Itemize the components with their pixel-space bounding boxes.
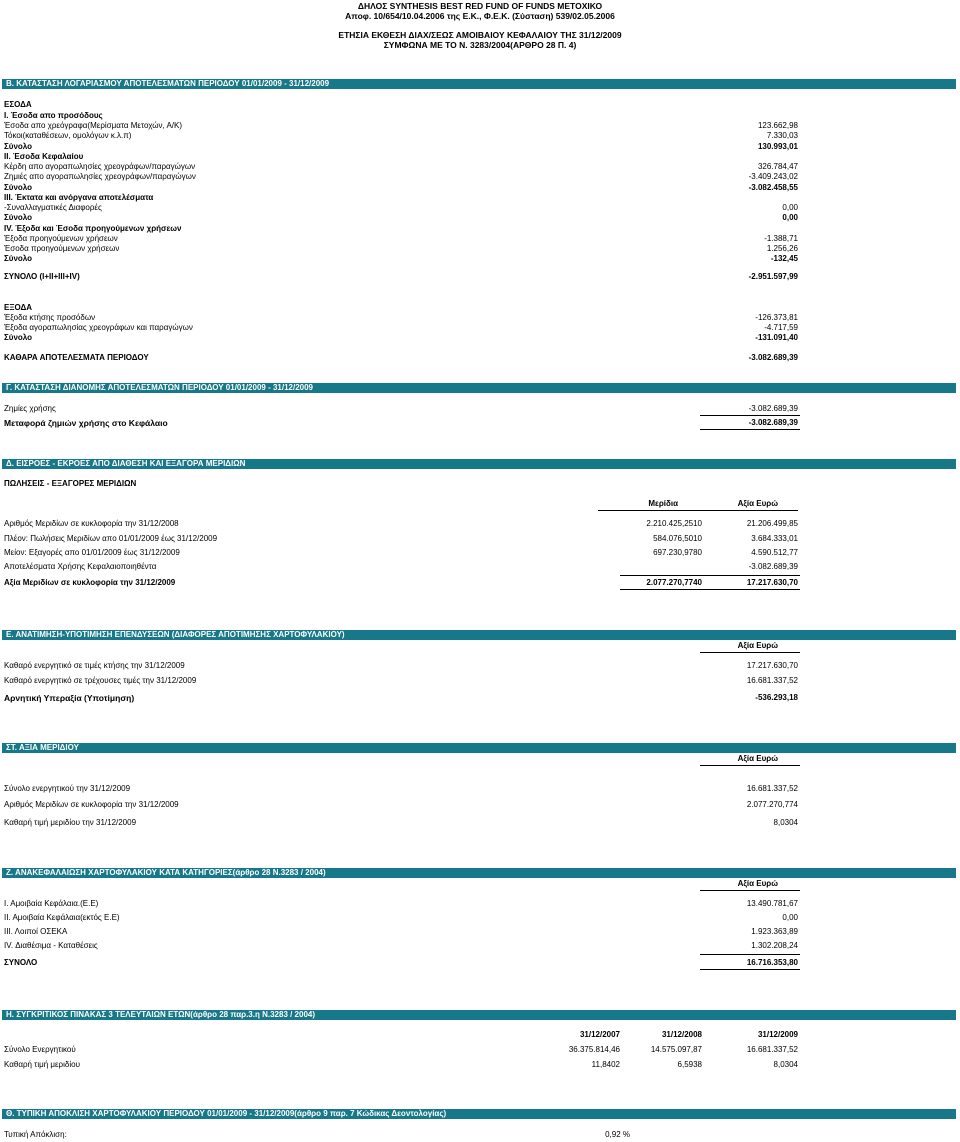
units-row1-units: 2.210.425,2510 bbox=[646, 519, 702, 528]
unitvalue-row2-label: Αριθμός Μεριδίων σε κυκλοφορία την 31/12/2009 bbox=[4, 800, 179, 809]
distribution-row1-label: Ζημίες χρήσης bbox=[4, 404, 56, 413]
units-header-rule bbox=[598, 510, 798, 511]
section-z-title: Ζ. ΑΝΑΚΕΦΑΛΑΙΩΣΗ ΧΑΡΤΟΦΥΛΑΚΙΟΥ ΚΑΤΑ ΚΑΤΗΓΟΡΙΕΣ(άρθρο 28 Ν.3283 / 2004) bbox=[6, 868, 326, 877]
distribution-row2-value: -3.082.689,39 bbox=[748, 418, 798, 427]
std-dev-label: Τυπική Απόκλιση: bbox=[4, 1130, 67, 1139]
section-st-title: ΣΤ. ΑΞΙΑ ΜΕΡΙΔΙΟΥ bbox=[6, 743, 79, 752]
doc-title-law: ΣΥΜΦΩΝΑ ΜΕ ΤΟ Ν. 3283/2004(ΑΡΘΡΟ 28 Π. 4) bbox=[383, 40, 577, 50]
section-z-bar bbox=[2, 868, 956, 878]
income-iii-heading: ΙΙΙ. Έκτατα και ανόργανα αποτελέσματα bbox=[4, 193, 154, 202]
income-ii-row2-value: -3.409.243,02 bbox=[748, 172, 798, 181]
distribution-row1-value: -3.082.689,39 bbox=[748, 404, 798, 413]
comparative-row1-label: Σύνολο Ενεργητικού bbox=[4, 1045, 76, 1054]
revaluation-row1-label: Καθαρό ενεργητικό σε τιμές κτήσης την 31/12/2009 bbox=[4, 661, 185, 670]
portfolio-row3-label: ΙΙΙ. Λοιποί ΟΣΕΚΑ bbox=[4, 927, 68, 936]
income-ii-heading: ΙΙ. Έσοδα Κεφαλαίου bbox=[4, 152, 84, 161]
expenses-row2-label: Έξοδα αγοραπωλησίας χρεογράφων και παραγώγων bbox=[4, 323, 193, 332]
unitvalue-row3-value: 8,0304 bbox=[773, 818, 798, 827]
portfolio-row3-value: 1.923.363,89 bbox=[751, 927, 798, 936]
income-ii-total-value: -3.082.458,55 bbox=[748, 183, 798, 192]
units-subtitle: ΠΩΛΗΣΕΙΣ - ΕΞΑΓΟΡΕΣ ΜΕΡΙΔΙΩΝ bbox=[4, 479, 137, 488]
units-total-label: Αξία Μεριδίων σε κυκλοφορία την 31/12/2009 bbox=[4, 578, 176, 587]
income-i-row1-value: 123.662,98 bbox=[757, 121, 798, 130]
expenses-total-label: Σύνολο bbox=[4, 333, 33, 342]
portfolio-total-value: 16.716.353,80 bbox=[746, 958, 798, 967]
income-heading: ΕΣΟΔΑ bbox=[4, 100, 32, 109]
section-st-bar bbox=[2, 743, 956, 753]
income-iv-row1-label: Έξοδα προηγούμενων χρήσεων bbox=[4, 234, 118, 243]
section-d-title: Δ. ΕΙΣΡΟΕΣ - ΕΚΡΟΕΣ ΑΠΟ ΔΙΑΘΕΣΗ ΚΑΙ ΕΞΑΓΟΡΑ ΜΕΡΙΔΙΩΝ bbox=[6, 459, 246, 468]
comparative-row2-label: Καθαρή τιμή μεριδίου bbox=[4, 1060, 80, 1069]
units-col-header: Μερίδια bbox=[648, 499, 678, 508]
portfolio-row4-value: 1.302.208,24 bbox=[751, 941, 798, 950]
revaluation-total-label: Αρνητική Υπεραξία (Υποτίμηση) bbox=[4, 693, 135, 703]
comparative-row1-2007: 36.375.814,46 bbox=[568, 1045, 620, 1054]
units-total-units: 2.077.270,7740 bbox=[646, 578, 702, 587]
comparative-row1-2009: 16.681.337,52 bbox=[746, 1045, 798, 1054]
comparative-col-2008: 31/12/2008 bbox=[661, 1030, 702, 1039]
portfolio-col-header: Αξία Ευρώ bbox=[737, 879, 778, 888]
value-col-header: Αξία Ευρώ bbox=[737, 499, 778, 508]
units-row4-label: Αποτελέσματα Χρήσης Κεφαλαιοποιηθέντα bbox=[4, 562, 157, 571]
portfolio-row2-label: ΙΙ. Αμοιβαία Κεφάλαια(εκτός Ε.Ε) bbox=[4, 913, 120, 922]
distribution-row2-label: Μεταφορά ζημιών χρήσης στο Κεφάλαιο bbox=[4, 418, 168, 428]
unitvalue-row1-value: 16.681.337,52 bbox=[746, 784, 798, 793]
revaluation-header-rule bbox=[700, 652, 800, 653]
net-results-label: ΚΑΘΑΡΑ ΑΠΟΤΕΛΕΣΜΑΤΑ ΠΕΡΙΟΔΟΥ bbox=[4, 353, 149, 362]
std-dev-value: 0,92 % bbox=[605, 1130, 630, 1139]
income-iv-total-value: -132,45 bbox=[770, 254, 798, 263]
income-iii-total-label: Σύνολο bbox=[4, 213, 33, 222]
revaluation-row1-value: 17.217.630,70 bbox=[746, 661, 798, 670]
comparative-row2-2009: 8,0304 bbox=[773, 1060, 798, 1069]
expenses-heading: ΕΞΟΔΑ bbox=[4, 303, 33, 312]
income-iv-heading: ΙV. Έξοδα και Έσοδα προηγούμενων χρήσεων bbox=[4, 224, 182, 233]
revaluation-row2-value: 16.681.337,52 bbox=[746, 676, 798, 685]
income-iv-row1-value: -1.388,71 bbox=[764, 234, 798, 243]
expenses-row2-value: -4.717,59 bbox=[764, 323, 798, 332]
section-th-title: Θ. ΤΥΠΙΚΗ ΑΠΟΚΛΙΣΗ ΧΑΡΤΟΦΥΛΑΚΙΟΥ ΠΕΡΙΟΔΟΥ 01/01/2009 - 31/12/2009(άρθρο 9 παρ. 7 Κώδικας Δεοντολογίας) bbox=[6, 1109, 447, 1118]
portfolio-row4-label: ΙV. Διαθέσιμα - Καταθέσεις bbox=[4, 941, 98, 950]
units-row3-units: 697.230,9780 bbox=[653, 548, 702, 557]
comparative-col-2007: 31/12/2007 bbox=[579, 1030, 620, 1039]
section-h-bar bbox=[2, 1010, 956, 1020]
section-d-bar bbox=[2, 459, 956, 469]
portfolio-total-rule-2 bbox=[700, 969, 800, 970]
distribution-rule bbox=[700, 415, 800, 416]
expenses-total-value: -131.091,40 bbox=[755, 333, 798, 342]
units-row2-units: 584.076,5010 bbox=[653, 534, 702, 543]
comparative-row2-2007: 11,8402 bbox=[591, 1060, 620, 1069]
doc-title-decision: Αποφ. 10/654/10.04.2006 της Ε.Κ., Φ.Ε.Κ. (Σύσταση) 539/02.05.2006 bbox=[345, 11, 615, 21]
section-e-title: Ε. ΑΝΑΤΙΜΗΣΗ-ΥΠΟΤΙΜΗΣΗ ΕΠΕΝΔΥΣΕΩΝ (ΔΙΑΦΟΡΕΣ ΑΠΟΤΙΜΗΣΗΣ ΧΑΡΤΟΦΥΛΑΚΙΟΥ) bbox=[6, 630, 345, 639]
income-i-row2-value: 7.330,03 bbox=[766, 131, 798, 140]
units-row2-label: Πλέον: Πωλήσεις Μεριδίων απο 01/01/2009 έως 31/12/2009 bbox=[4, 534, 218, 543]
distribution-rule-2 bbox=[700, 429, 800, 430]
portfolio-row1-value: 13.490.781,67 bbox=[746, 899, 798, 908]
revaluation-col-header: Αξία Ευρώ bbox=[737, 641, 778, 650]
income-grand-total-label: ΣΥΝΟΛΟ (Ι+ΙΙ+ΙΙΙ+ΙV) bbox=[4, 272, 80, 281]
units-row2-value: 3.684.333,01 bbox=[751, 534, 798, 543]
income-ii-row1-label: Κέρδη απο αγοραπωλησίες χρεογράφων/παραγώγων bbox=[4, 162, 196, 171]
revaluation-total-value: -536.293,18 bbox=[755, 693, 798, 702]
comparative-row2-2008: 6,5938 bbox=[677, 1060, 702, 1069]
unitvalue-col-header: Αξία Ευρώ bbox=[737, 754, 778, 763]
portfolio-header-rule bbox=[700, 890, 800, 891]
income-iii-total-value: 0,00 bbox=[782, 213, 798, 222]
unitvalue-row2-value: 2.077.270,774 bbox=[746, 800, 798, 809]
section-g-title: Γ. ΚΑΤΑΣΤΑΣΗ ΔΙΑΝΟΜΗΣ ΑΠΟΤΕΛΕΣΜΑΤΩΝ ΠΕΡΙΟΔΟΥ 01/01/2009 - 31/12/2009 bbox=[6, 383, 313, 392]
unitvalue-row3-label: Καθαρή τιμή μεριδίου την 31/12/2009 bbox=[4, 818, 137, 827]
net-results-value: -3.082.689,39 bbox=[748, 353, 798, 362]
units-total-value: 17.217.630,70 bbox=[746, 578, 798, 587]
section-h-title: Η. ΣΥΓΚΡΙΤΙΚΟΣ ΠΙΝΑΚΑΣ 3 ΤΕΛΕΥΤΑΙΩΝ ΕΤΩΝ(άρθρο 28 παρ.3.η Ν.3283 / 2004) bbox=[6, 1010, 316, 1019]
income-iv-row2-value: 1.256,26 bbox=[766, 244, 798, 253]
units-row4-value: -3.082.689,39 bbox=[748, 562, 798, 571]
income-ii-row2-label: Ζημιές απο αγοραπωλησίες χρεογράφων/παραγώγων bbox=[4, 172, 196, 181]
income-iii-row1-label: -Συναλλαγματικές Διαφορές bbox=[4, 203, 102, 212]
income-i-total-value: 130.993,01 bbox=[757, 142, 798, 151]
income-ii-row1-value: 326.784,47 bbox=[757, 162, 798, 171]
section-b-bar bbox=[2, 79, 956, 89]
expenses-row1-value: -126.373,81 bbox=[755, 313, 798, 322]
unitvalue-header-rule bbox=[700, 765, 800, 766]
income-iii-row1-value: 0,00 bbox=[782, 203, 798, 212]
income-iv-total-label: Σύνολο bbox=[4, 254, 33, 263]
income-grand-total-value: -2.951.597,99 bbox=[748, 272, 798, 281]
income-i-heading: Ι. Έσοδα απο προσόδους bbox=[4, 111, 103, 120]
comparative-col-2009: 31/12/2009 bbox=[757, 1030, 798, 1039]
section-th-bar bbox=[2, 1109, 956, 1119]
doc-title-fund: ΔΗΛΟΣ SYNTHESIS BEST RED FUND OF FUNDS ΜΕΤΟΧΙΚΟ bbox=[357, 1, 603, 11]
portfolio-row1-label: Ι. Αμοιβαία Κεφάλαια.(Ε.Ε) bbox=[4, 899, 99, 908]
income-iv-row2-label: Έσοδα προηγούμενων χρήσεων bbox=[4, 244, 120, 253]
units-total-rule bbox=[620, 575, 800, 576]
units-row3-label: Μείον: Εξαγορές απο 01/01/2009 έως 31/12/2009 bbox=[4, 548, 180, 557]
income-ii-total-label: Σύνολο bbox=[4, 183, 33, 192]
revaluation-row2-label: Καθαρό ενεργητικό σε τρέχουσες τιμές την 31/12/2009 bbox=[4, 676, 197, 685]
units-total-rule-2 bbox=[620, 589, 800, 590]
income-i-row1-label: Έσοδα απο χρεόγραφα(Μερίσματα Μετοχών, Α/Κ) bbox=[4, 121, 183, 130]
comparative-row1-2008: 14.575.097,87 bbox=[650, 1045, 702, 1054]
income-i-total-label: Σύνολο bbox=[4, 142, 33, 151]
section-g-bar bbox=[2, 383, 956, 393]
doc-title-report: ΕΤΗΣΙΑ ΕΚΘΕΣΗ ΔΙΑΧ/ΣΕΩΣ ΑΜΟΙΒΑΙΟΥ ΚΕΦΑΛΑΙΟΥ ΤΗΣ 31/12/2009 bbox=[338, 30, 622, 40]
section-e-bar bbox=[2, 630, 956, 640]
units-row1-label: Αριθμός Μεριδίων σε κυκλοφορία την 31/12/2008 bbox=[4, 519, 179, 528]
income-i-row2-label: Τόκοι(καταθέσεων, ομολόγων κ.λ.π) bbox=[4, 131, 132, 140]
units-row1-value: 21.206.499,85 bbox=[746, 519, 798, 528]
unitvalue-row1-label: Σύνολο ενεργητικού την 31/12/2009 bbox=[4, 784, 131, 793]
expenses-row1-label: Έξοδα κτήσης προσόδων bbox=[4, 313, 96, 322]
section-b-title: Β. ΚΑΤΑΣΤΑΣΗ ΛΟΓΑΡΙΑΣΜΟΥ ΑΠΟΤΕΛΕΣΜΑΤΩΝ ΠΕΡΙΟΔΟΥ 01/01/2009 - 31/12/2009 bbox=[6, 79, 330, 88]
units-row3-value: 4.590.512,77 bbox=[751, 548, 798, 557]
portfolio-total-label: ΣΥΝΟΛΟ bbox=[4, 958, 38, 967]
portfolio-total-rule bbox=[700, 954, 800, 955]
portfolio-row2-value: 0,00 bbox=[782, 913, 798, 922]
